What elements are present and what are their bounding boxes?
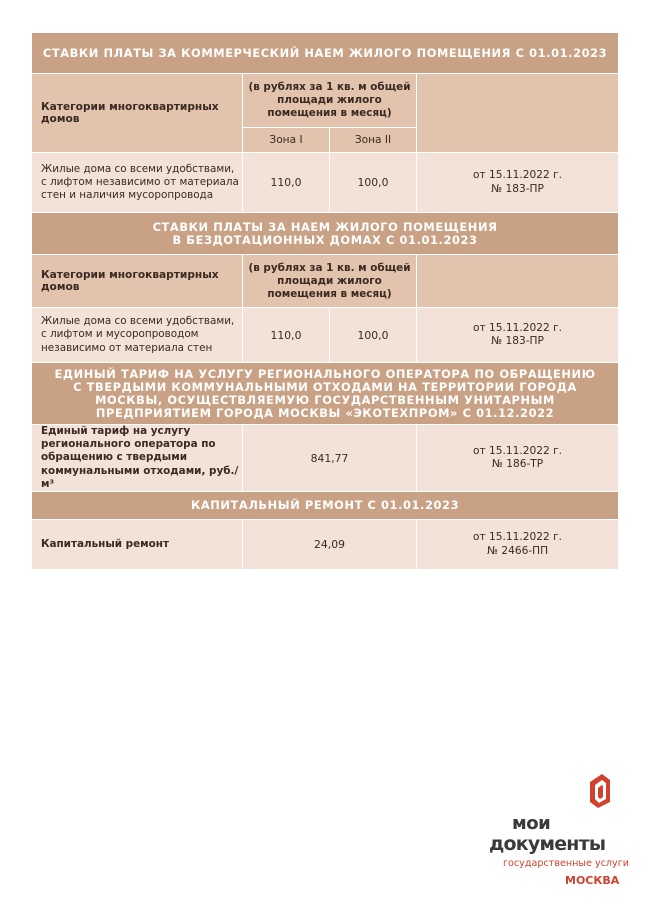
section2-row-reference — [417, 308, 618, 363]
brand-line1: мои — [512, 813, 551, 834]
section1-header-blank — [417, 74, 618, 153]
section2-title-line2: В БЕЗДОТАЦИОННЫХ ДОМАХ С 01.01.2023 — [172, 232, 478, 247]
section2-unit-header: (в рублях за 1 кв. м общей площади жилого помещения в месяц) — [243, 255, 417, 308]
section3-ref-date: от 15.11.2022 г. — [473, 444, 563, 457]
section2-ref-number: № 183-ПР — [491, 335, 544, 347]
section3-row-value: 841,77 — [243, 425, 417, 492]
section2-row-category: Жилые дома со всеми удобствами, с лифтом и мусоропроводом независимо от материала стен — [32, 308, 243, 363]
section2-title — [32, 213, 618, 255]
section4-row-category: Капитальный ремонт — [32, 520, 243, 570]
tariff-document — [32, 33, 618, 570]
section2-row-zone2-value: 100,0 — [330, 308, 417, 363]
tariff-table — [32, 33, 618, 570]
section3-row-reference — [417, 425, 618, 492]
section4-title: КАПИТАЛЬНЫЙ РЕМОНТ С 01.01.2023 — [32, 492, 618, 520]
section4-ref-number: № 2466-ПП — [486, 544, 549, 557]
section2-row-zone1-value: 110,0 — [243, 308, 330, 363]
section3-row-category: Единый тариф на услугу регионального оператора по обращению с твердыми коммунальными отходами, руб./м³ — [32, 425, 243, 492]
section2-ref-date: от 15.11.2022 г. — [473, 321, 563, 334]
section2-header-blank — [417, 255, 618, 308]
section4-row-reference — [417, 520, 618, 570]
section1-ref-number: № 183-ПР — [491, 182, 544, 195]
section1-unit-header: (в рублях за 1 кв. м общей площади жилого помещения в месяц) — [243, 74, 417, 128]
brand-line4: МОСКВА — [565, 874, 620, 887]
section3-title: ЕДИНЫЙ ТАРИФ НА УСЛУГУ РЕГИОНАЛЬНОГО ОПЕРАТОРА ПО ОБРАЩЕНИЮ С ТВЕРДЫМИ КОММУНАЛЬНЫМИ ОТХОДАМИ НА ТЕРРИТОРИИ ГОРОДА МОСКВЫ, ОСУЩЕСТВЛЯЕМУЮ ГОСУДАРСТВЕННЫМ УНИТАРНЫМ ПРЕДПРИЯТИЕМ ГОРОДА МОСКВЫ «ЭКОТЕХПРОМ» С 01.12.2022 — [32, 363, 618, 425]
section2-category-header: Категории многоквартирных домов — [32, 255, 243, 308]
section4-ref-date: от 15.11.2022 г. — [473, 531, 563, 544]
section1-zone1-header: Зона I — [243, 128, 330, 153]
section1-row-category: Жилые дома со всеми удобствами, с лифтом независимо от материала стен и наличия мусоропровода — [32, 153, 243, 213]
section1-row-zone2-value: 100,0 — [330, 153, 417, 213]
section1-row-reference — [417, 153, 618, 213]
section1-zone2-header: Зона II — [330, 128, 417, 153]
section1-category-header: Категории многоквартирных домов — [32, 74, 243, 153]
section1-title: СТАВКИ ПЛАТЫ ЗА КОММЕРЧЕСКИЙ НАЕМ ЖИЛОГО ПОМЕЩЕНИЯ С 01.01.2023 — [32, 33, 618, 74]
section4-row-value: 24,09 — [243, 520, 417, 570]
brand-line3: государственные услуги — [503, 858, 629, 869]
section1-ref-date: от 15.11.2022 г. — [473, 169, 563, 181]
section2-title-line1: СТАВКИ ПЛАТЫ ЗА НАЕМ ЖИЛОГО ПОМЕЩЕНИЯ — [152, 219, 498, 234]
section3-ref-number: № 186-ТР — [491, 458, 544, 470]
moi-dokumenty-logo-icon — [588, 772, 612, 810]
section1-row-zone1-value: 110,0 — [243, 153, 330, 213]
brand-line2: документы — [489, 833, 606, 855]
